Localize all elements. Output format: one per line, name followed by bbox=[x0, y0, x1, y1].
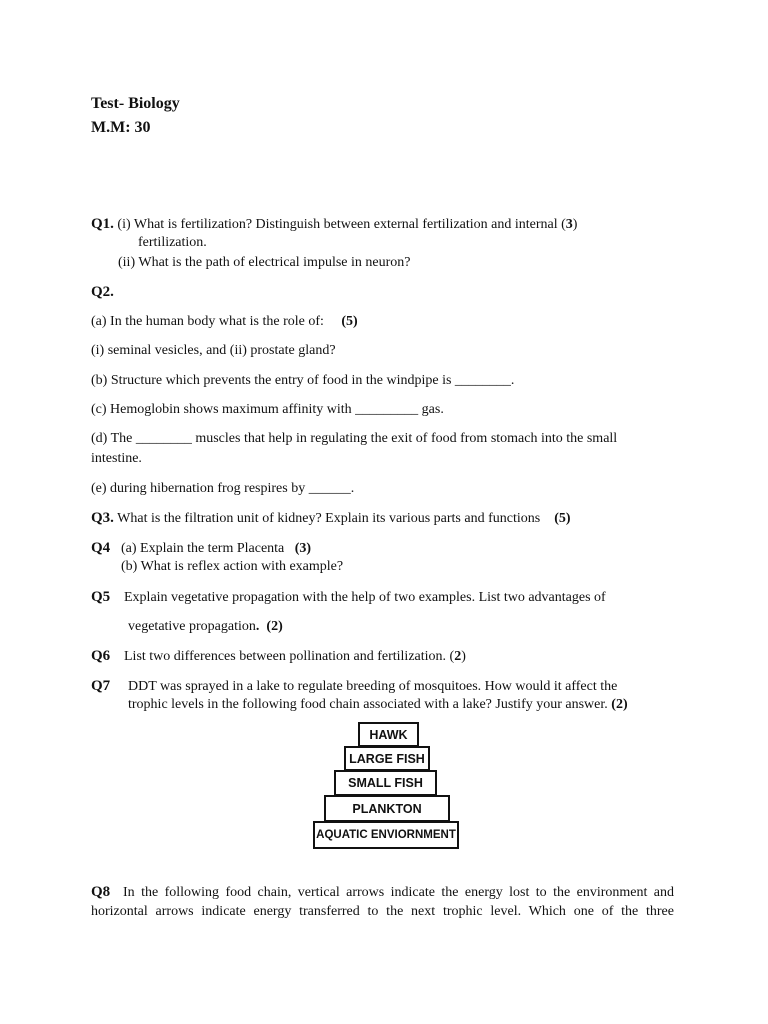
q4-part-b: (b) What is reflex action with example? bbox=[121, 559, 344, 574]
q5-number: Q5 bbox=[91, 589, 111, 605]
q4-number: Q4 bbox=[91, 540, 111, 556]
q7-marks: (2) bbox=[611, 697, 628, 712]
q3-number: Q3. bbox=[91, 510, 114, 526]
q5-marks: (2) bbox=[266, 619, 283, 634]
q1-marks: 3 bbox=[565, 217, 573, 232]
q2-part-c: (c) Hemoglobin shows maximum affinity with _________ gas. bbox=[91, 402, 444, 417]
pyramid-level-small-fish: SMALL FISH bbox=[334, 770, 437, 796]
q5-question: Q5 Explain vegetative propagation with the help of two examples. List two advantages of bbox=[91, 589, 606, 605]
q4-part-a: Q4 (a) Explain the term Placenta (3) bbox=[91, 540, 312, 556]
pyramid-level-large-fish: LARGE FISH bbox=[344, 746, 430, 771]
q2-part-d-continued: intestine. bbox=[91, 451, 142, 466]
pyramid-level-aquatic-environment: AQUATIC ENVIORNMENT bbox=[313, 821, 459, 849]
q1-part-ii: (ii) What is the path of electrical impulse in neuron? bbox=[118, 255, 411, 270]
q2-marks: (5) bbox=[341, 314, 358, 329]
q1-number: Q1. bbox=[91, 216, 114, 232]
q2-number: Q2. bbox=[91, 284, 114, 300]
q1-part-i-continued: fertilization. bbox=[138, 235, 207, 250]
q8-question: Q8 In the following food chain, vertical arrows indicate the energy lost to the environment and bbox=[91, 884, 674, 900]
pyramid-level-hawk: HAWK bbox=[358, 722, 419, 747]
q4-marks: (3) bbox=[294, 541, 312, 556]
test-title: Test- Biology bbox=[91, 95, 180, 112]
pyramid-level-plankton: PLANKTON bbox=[324, 795, 450, 822]
q2-part-a-sub: (i) seminal vesicles, and (ii) prostate gland? bbox=[91, 343, 336, 358]
q3-question: Q3. What is the filtration unit of kidney? Explain its various parts and functions (5) bbox=[91, 510, 571, 526]
q6-question: Q6 List two differences between pollination and fertilization. (2) bbox=[91, 648, 466, 664]
max-marks: M.M: 30 bbox=[91, 119, 151, 136]
q2-part-e: (e) during hibernation frog respires by ______. bbox=[91, 481, 355, 496]
q8-question-continued: horizontal arrows indicate energy transferred to the next trophic level. Which one of the three bbox=[91, 904, 674, 919]
q3-marks: (5) bbox=[554, 511, 571, 526]
q5-question-continued: vegetative propagation. (2) bbox=[128, 619, 283, 634]
q2-part-a: (a) In the human body what is the role of: (5) bbox=[91, 314, 358, 329]
q6-number: Q6 bbox=[91, 648, 111, 664]
q1-part-i: Q1. (i) What is fertilization? Distinguish between external fertilization and internal (3) bbox=[91, 216, 578, 232]
q2-part-d: (d) The ________ muscles that help in regulating the exit of food from stomach into the small bbox=[91, 431, 618, 446]
q8-number: Q8 bbox=[91, 884, 111, 900]
q7-question-continued: trophic levels in the following food chain associated with a lake? Justify your answer. (2) bbox=[128, 697, 628, 712]
q6-marks: 2 bbox=[454, 649, 462, 664]
q2-part-b: (b) Structure which prevents the entry of food in the windpipe is ________. bbox=[91, 373, 515, 388]
q7-number: Q7 bbox=[91, 678, 111, 694]
q7-question: Q7 DDT was sprayed in a lake to regulate breeding of mosquitoes. How would it affect the bbox=[91, 678, 618, 694]
